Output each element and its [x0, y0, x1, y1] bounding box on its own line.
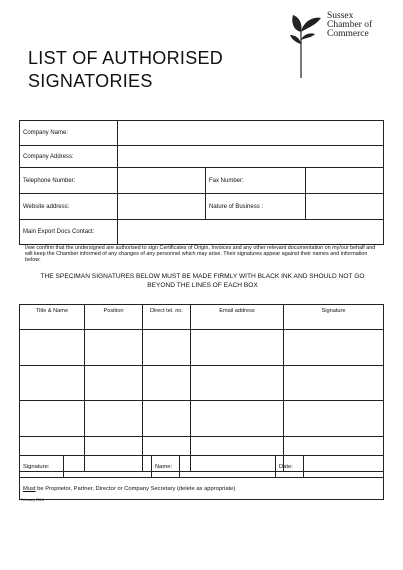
name-label: Name: [152, 456, 180, 478]
main-contact-label: Main Export Docs Contact: [20, 220, 118, 245]
header-title-name: Title & Name [20, 305, 85, 330]
specimen-notice-line-1: THE SPECIMAN SIGNATURES BELOW MUST BE MADE FIRMLY WITH BLACK INK AND SHOULD NOT GO [40, 273, 365, 280]
telephone-label: Telephone Number: [20, 168, 118, 194]
authorising-signature-table [19, 455, 384, 500]
title-line-2: SIGNATORIES [28, 71, 153, 91]
header-direct-tel: Direct tel. no. [143, 305, 191, 330]
table-row [20, 401, 384, 437]
website-label: Website address: [20, 194, 118, 220]
company-address-field[interactable] [118, 146, 384, 168]
logo-line-1: Sussex [327, 11, 354, 21]
nature-of-business-label: Nature of Business : [206, 194, 306, 220]
chamber-logo-text [327, 12, 372, 39]
date-label: Date: [276, 456, 304, 478]
header-email: Email address [191, 305, 284, 330]
position-cell[interactable] [85, 365, 143, 401]
authorisation-statement: I/we confirm that the undersigned are authorised to sign Certificates of Origin, Invoices and any other relevant documentation on my/our behalf and will keep the Chamber informed of any changes of any personnel which may arise. Their signatures appear against their names and information below: [25, 245, 376, 263]
position-cell[interactable] [85, 330, 143, 366]
name-field[interactable] [180, 456, 276, 478]
title-line-1: LIST OF AUTHORISED [28, 48, 224, 68]
title-name-cell[interactable] [20, 401, 85, 437]
signature-cell[interactable] [284, 365, 384, 401]
website-field[interactable] [118, 194, 206, 220]
table-row [20, 330, 384, 366]
date-field[interactable] [304, 456, 384, 478]
signature-cell[interactable] [284, 401, 384, 437]
specimen-notice-line-2: BEYOND THE LINES OF EACH BOX [147, 282, 258, 289]
nature-of-business-field[interactable] [306, 194, 384, 220]
company-address-label: Company Address: [20, 146, 118, 168]
email-cell[interactable] [191, 365, 284, 401]
table-row [20, 365, 384, 401]
direct-tel-cell[interactable] [143, 365, 191, 401]
main-contact-field[interactable] [118, 220, 384, 245]
email-cell[interactable] [191, 401, 284, 437]
signature-cell[interactable] [284, 330, 384, 366]
page-title [28, 47, 223, 93]
title-name-cell[interactable] [20, 365, 85, 401]
position-cell[interactable] [85, 401, 143, 437]
header-position: Position [85, 305, 143, 330]
fax-label: Fax Number: [206, 168, 306, 194]
direct-tel-cell[interactable] [143, 401, 191, 437]
signatories-table [19, 304, 384, 472]
logo-line-2: Chamber of [327, 20, 373, 30]
specimen-notice [25, 272, 380, 290]
fax-field[interactable] [306, 168, 384, 194]
company-info-table [19, 120, 384, 245]
company-name-field[interactable] [118, 121, 384, 146]
title-name-cell[interactable] [20, 330, 85, 366]
signature-label: Signature: [20, 456, 64, 478]
signature-field[interactable] [64, 456, 152, 478]
email-cell[interactable] [191, 330, 284, 366]
note-rest: be Proprietor, Partner, Director or Company Secretary (delete as appropriate) [35, 485, 236, 492]
signatory-role-note [20, 478, 384, 500]
direct-tel-cell[interactable] [143, 330, 191, 366]
telephone-field[interactable] [118, 168, 206, 194]
plant-sprout-logo-icon [289, 10, 325, 80]
note-prefix: Must [23, 485, 36, 492]
logo-line-3: Commerce [327, 29, 369, 39]
header-signature: Signature [284, 305, 384, 330]
company-name-label: Company Name: [20, 121, 118, 146]
document-date: February 2014 [21, 498, 44, 502]
